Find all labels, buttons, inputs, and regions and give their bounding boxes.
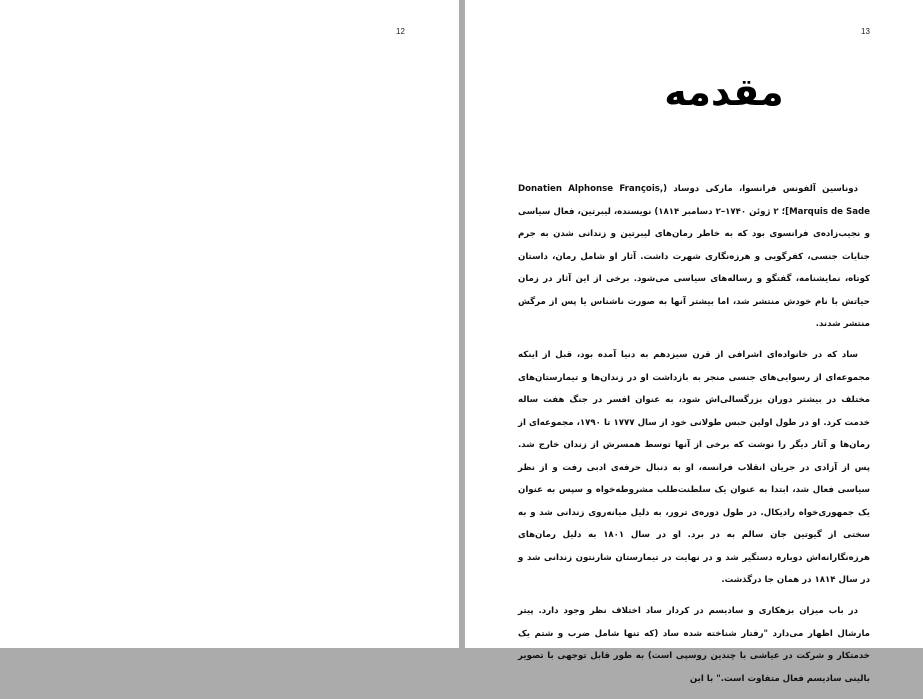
chapter-title: مقدمه — [664, 70, 784, 114]
body-text — [518, 178, 870, 699]
right-page — [465, 0, 923, 684]
page-number-right: 13 — [861, 27, 870, 36]
paragraph-1: دوناسین آلفونس فرانسوا، مارکی دوساد (Donatien Alphonse François, Marquis de Sade]؛ ۲ ژوئن ۱۷۴۰–۲ دسامبر ۱۸۱۴) نویسنده، لیبرتین، فعال سیاسی و نجیب‌زاده‌ی فرانسوی بود که به خاطر رمان‌های لیبرتین و زندانی شدن به جرم جنایات جنسی، کفرگویی و هرزه‌نگاری شهرت داشت. آثار او شامل رمان، داستان کوتاه، نمایشنامه، گفتگو و رساله‌های سیاسی می‌شود. برخی از این آثار در زمان حیاتش با نام خودش منتشر شد، اما بیشتر آنها به صورت ناشناس یا پس از مرگش منتشر شدند. — [518, 184, 871, 329]
left-page — [0, 0, 459, 648]
paragraph-2: ساد که در خانواده‌ای اشرافی از قرن سیزدهم به دنیا آمده بود، قبل از اینکه مجموعه‌ای از رسوایی‌های جنسی منجر به بازداشت او در زندان‌ها و تیمارستان‌های مختلف در بیشتر دوران بزرگسالی‌اش شود، به عنوان افسر در جنگ هفت ساله خدمت کرد. او در طول اولین حبس طولانی خود از سال ۱۷۷۷ تا ۱۷۹۰، مجموعه‌ای از رمان‌ها و آثار دیگر را نوشت که برخی از آنها توسط همسرش از زندان خارج شد. پس از آزادی در جریان انقلاب فرانسه، او به دنبال حرفه‌ی ادبی رفت و از نظر سیاسی فعال شد، ابتدا به عنوان یک سلطنت‌طلب مشروطه‌خواه و سپس به عنوان یک جمهوری‌خواه رادیکال. در طول دوره‌ی ترور، به دلیل میانه‌روی زندانی شد و به سختی از گیوتین جان سالم به در برد. او در سال ۱۸۰۱ به دلیل رمان‌های هرزه‌نگارانه‌اش دوباره دستگیر شد و در نهایت در تیمارستان شارنتون زندانی شد و در سال ۱۸۱۴ در همان جا درگذشت. — [518, 350, 870, 585]
paragraph-3: در باب میزان بزهکاری و سادیسم در کردار ساد اختلاف نظر وجود دارد. پیتر مارشال اظهار می‌دارد "رفتار شناخته شده ساد (که تنها شامل ضرب و شتم یک خدمتکار و شرکت در عیاشی با چندین روسپی است) به طور قابل توجهی با تصویر بالینی سادیسم فعال متفاوت است." با این — [518, 606, 870, 684]
page-number-left: 12 — [396, 27, 405, 36]
